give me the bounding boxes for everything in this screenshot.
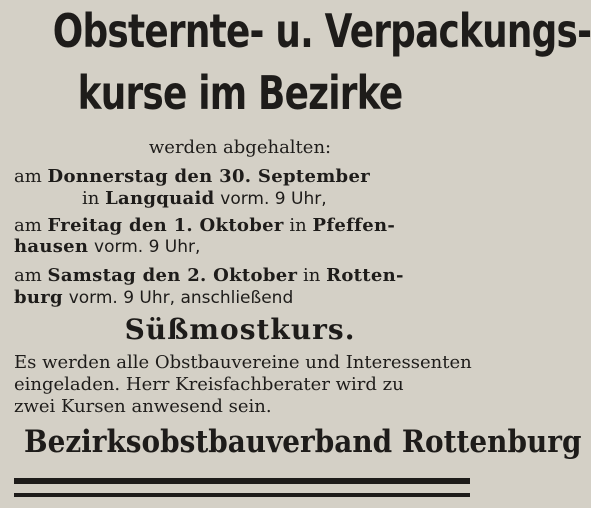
schedule-3-line-2 bbox=[14, 287, 470, 308]
schedule-3-place-prefix: in bbox=[303, 265, 321, 286]
schedule-1-line-1 bbox=[14, 166, 470, 187]
special-course-title: Süßmostkurs. bbox=[124, 313, 356, 346]
schedule-1-place-prefix: in bbox=[82, 188, 100, 209]
schedule-1-place: Langquaid bbox=[105, 188, 215, 209]
schedule-1-prefix: am bbox=[14, 166, 42, 187]
schedule-1-date: Donnerstag den 30. September bbox=[47, 166, 370, 187]
schedule-3-place-part-1: Rotten- bbox=[326, 265, 404, 286]
divider-thin bbox=[14, 493, 470, 497]
schedule-1-line-2 bbox=[82, 188, 470, 209]
schedule-2-line-2 bbox=[14, 236, 470, 257]
schedule-3-place-part-2: burg bbox=[14, 287, 63, 308]
signature: Bezirksobstbauverband Rottenburg bbox=[24, 424, 582, 460]
schedule-3-line-1 bbox=[14, 265, 470, 286]
invitation-line-2: eingeladen. Herr Kreisfachberater wird zu bbox=[14, 374, 404, 395]
schedule-2-place-part-2: hausen bbox=[14, 236, 89, 257]
schedule-2-prefix: am bbox=[14, 215, 42, 236]
schedule-2-date: Freitag den 1. Oktober bbox=[47, 215, 284, 236]
schedule-2-place-prefix: in bbox=[289, 215, 307, 236]
schedule-3-date: Samstag den 2. Oktober bbox=[47, 265, 298, 286]
divider-thick bbox=[14, 478, 470, 484]
schedule-2-time: vorm. 9 Uhr, bbox=[94, 237, 201, 257]
invitation-line-1: Es werden alle Obstbauvereine und Interessenten bbox=[14, 352, 472, 373]
schedule-2-line-1 bbox=[14, 215, 470, 236]
intro-text: werden abgehalten: bbox=[148, 137, 332, 158]
headline-line-2: kurse im Bezirke bbox=[77, 66, 403, 120]
invitation-line-3: zwei Kursen anwesend sein. bbox=[14, 396, 272, 417]
schedule-3-time: vorm. 9 Uhr, anschließend bbox=[68, 288, 294, 308]
headline-line-1: Obsternte- u. Verpackungs- bbox=[52, 4, 591, 58]
schedule-2-place-part-1: Pfeffen- bbox=[312, 215, 396, 236]
schedule-1-time: vorm. 9 Uhr, bbox=[220, 189, 327, 209]
schedule-3-prefix: am bbox=[14, 265, 42, 286]
